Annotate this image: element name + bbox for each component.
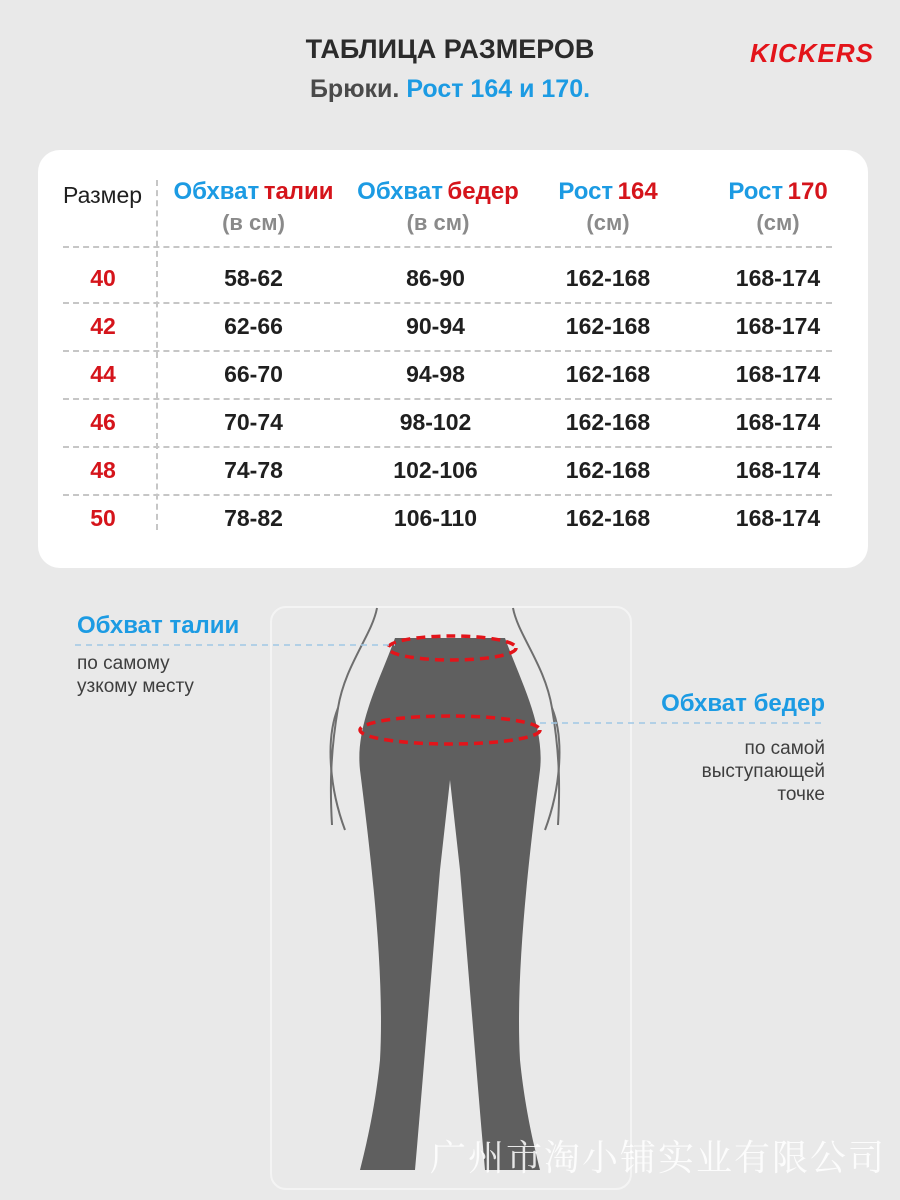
hip-desc-3: точке bbox=[777, 784, 825, 805]
hip-cell: 102-106 bbox=[393, 457, 478, 483]
h164-cell: 162-168 bbox=[565, 361, 651, 387]
header-hip-b: бедер bbox=[447, 178, 519, 205]
waist-cell: 78-82 bbox=[224, 505, 283, 531]
header-divider bbox=[63, 198, 832, 248]
h170-cell: 168-174 bbox=[735, 505, 821, 531]
header-h170-b: 170 bbox=[787, 178, 828, 205]
header-waist-b: талии bbox=[263, 178, 334, 205]
hip-desc-2: выступающей bbox=[701, 761, 825, 782]
size-cell: 48 bbox=[90, 457, 116, 483]
waist-cell: 62-66 bbox=[224, 313, 283, 339]
size-cell: 44 bbox=[90, 361, 116, 387]
subtitle-prefix: Брюки. bbox=[309, 75, 400, 103]
hip-cell: 94-98 bbox=[406, 361, 465, 387]
h170-cell: 168-174 bbox=[735, 313, 821, 339]
waist-cell: 66-70 bbox=[224, 361, 283, 387]
header-waist-a: Обхват bbox=[173, 178, 260, 205]
table-row bbox=[63, 254, 832, 304]
table-row bbox=[63, 446, 832, 496]
header-size: Размер bbox=[63, 182, 143, 208]
h170-cell: 168-174 bbox=[735, 409, 821, 435]
header-hip-unit: (в см) bbox=[406, 210, 470, 235]
hip-cell: 98-102 bbox=[399, 409, 472, 435]
header-waist-unit: (в см) bbox=[222, 210, 285, 235]
h170-cell: 168-174 bbox=[735, 361, 821, 387]
subtitle-accent: Рост 164 и 170. bbox=[406, 75, 591, 103]
table-row bbox=[63, 350, 832, 400]
table-row bbox=[63, 302, 832, 352]
size-cell: 50 bbox=[90, 505, 116, 531]
hip-cell: 106-110 bbox=[393, 505, 478, 531]
size-cell: 40 bbox=[90, 265, 116, 291]
h164-cell: 162-168 bbox=[565, 265, 651, 291]
hip-cell: 90-94 bbox=[406, 313, 465, 339]
header-hip-a: Обхват bbox=[357, 178, 443, 205]
hip-cell: 86-90 bbox=[406, 265, 465, 291]
waist-desc-1: по самому bbox=[77, 653, 170, 674]
hip-label: Обхват бедер bbox=[661, 690, 825, 717]
watermark: 广州市淘小铺实业有限公司 bbox=[430, 1138, 887, 1179]
header-h170-a: Рост bbox=[728, 178, 784, 205]
waist-desc-2: узкому месту bbox=[77, 676, 194, 697]
h170-cell: 168-174 bbox=[735, 265, 821, 291]
waist-cell: 58-62 bbox=[224, 265, 283, 291]
header-h164-a: Рост bbox=[558, 178, 614, 205]
header-h170-unit: (см) bbox=[756, 210, 800, 235]
waist-cell: 70-74 bbox=[224, 409, 283, 435]
size-table-card bbox=[38, 150, 868, 568]
size-cell: 46 bbox=[90, 409, 116, 435]
table-row bbox=[63, 398, 832, 448]
h164-cell: 162-168 bbox=[565, 313, 651, 339]
page-subtitle bbox=[0, 75, 900, 104]
waist-cell: 74-78 bbox=[224, 457, 283, 483]
header-h164-b: 164 bbox=[617, 178, 658, 205]
table-row bbox=[63, 494, 832, 542]
h164-cell: 162-168 bbox=[565, 409, 651, 435]
h164-cell: 162-168 bbox=[565, 505, 651, 531]
waist-label: Обхват талии bbox=[77, 612, 240, 639]
brand-logo: KICKERS bbox=[749, 38, 874, 68]
header-h164-unit: (см) bbox=[586, 210, 630, 235]
size-cell: 42 bbox=[90, 313, 116, 339]
h170-cell: 168-174 bbox=[735, 457, 821, 483]
h164-cell: 162-168 bbox=[565, 457, 651, 483]
hip-desc-1: по самой bbox=[744, 738, 825, 759]
page-title: ТАБЛИЦА РАЗМЕРОВ bbox=[305, 34, 595, 64]
